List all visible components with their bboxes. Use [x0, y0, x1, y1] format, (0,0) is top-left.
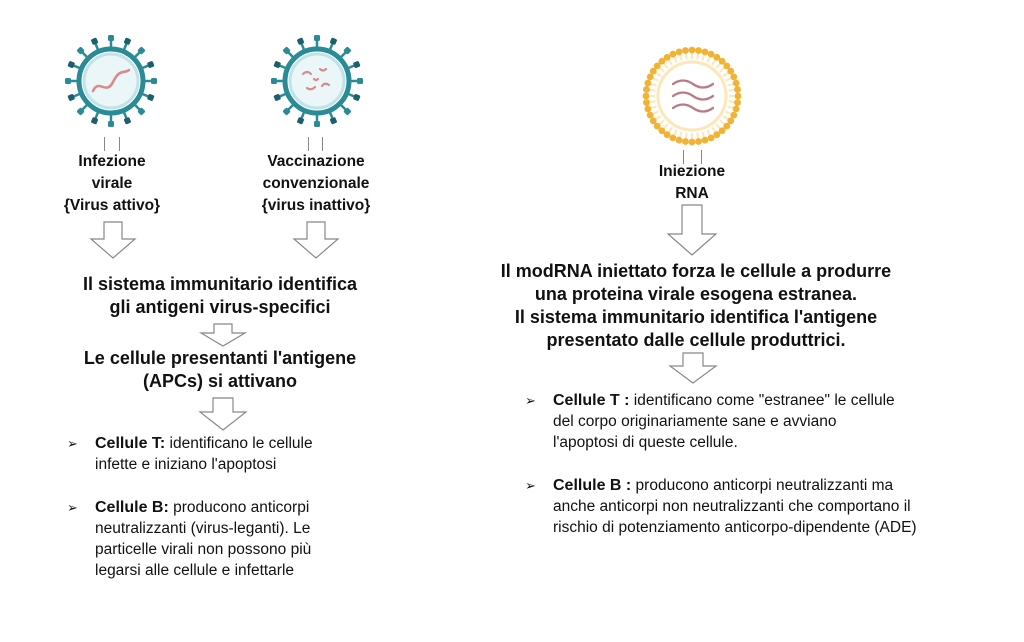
left-bullet-b-cells: ➢ Cellule B: producono anticorpi neutralizzanti (virus-leganti). Le particelle virali non possono più legarsi alle cellule e infettarle — [67, 499, 312, 579]
lipid-nanoparticle-icon — [640, 44, 744, 148]
bullet-term: Cellule B : — [553, 477, 632, 494]
source-label-inactive-virus: Vaccinazione convenzionale {virus inattivo} — [261, 153, 371, 214]
source-label-rna: Iniezione RNA — [658, 163, 726, 202]
inactive-virus-stem-right — [322, 137, 323, 151]
down-arrow-inactive — [293, 221, 339, 259]
source-label-active-virus: Infezione virale {Virus attivo} — [63, 153, 161, 214]
down-arrow-active — [90, 221, 136, 259]
down-arrow-bullets-left — [199, 397, 247, 431]
bullet-arrow-icon: ➢ — [67, 436, 78, 451]
left-step2-heading: Le cellule presentanti l'antigene (APCs) si attivano — [83, 348, 357, 391]
bullet-term: Cellule T: — [95, 435, 166, 452]
right-bullet-t-cells: ➢ Cellule T : identificano come "estranee" le cellule del corpo originariamente sane e avviano l'apoptosi di queste cellule. — [525, 392, 895, 451]
active-virus-icon — [66, 36, 156, 126]
left-step1-heading: Il sistema immunitario identifica gli antigeni virus-specifici — [82, 274, 358, 317]
active-virus-stem-right — [119, 137, 120, 151]
bullet-term: Cellule T : — [553, 392, 630, 409]
bullet-term: Cellule B: — [95, 499, 169, 516]
inactive-virus-icon — [272, 36, 362, 126]
bullet-arrow-icon: ➢ — [67, 500, 78, 515]
inactive-virus-stem-left — [308, 137, 309, 151]
down-arrow-rna — [667, 204, 717, 256]
right-bullet-b-cells: ➢ Cellule B : producono anticorpi neutralizzanti ma anche anticorpi non neutralizzanti che comportano il rischio di potenziamento anticorpo-dipendente (ADE) — [525, 477, 917, 536]
bullet-arrow-icon: ➢ — [525, 478, 536, 493]
down-arrow-step2 — [200, 323, 246, 347]
active-virus-stem-left — [104, 137, 105, 151]
bullet-arrow-icon: ➢ — [525, 393, 536, 408]
right-step1-heading: Il modRNA iniettato forza le cellule a produrre una proteina virale esogena estranea. Il sistema immunitario identifica l'antigene presentato dalle cellule produttrici. — [500, 261, 892, 350]
down-arrow-bullets-right — [669, 352, 717, 384]
left-bullet-t-cells: ➢ Cellule T: identificano le cellule infette e iniziano l'apoptosi — [67, 435, 313, 473]
